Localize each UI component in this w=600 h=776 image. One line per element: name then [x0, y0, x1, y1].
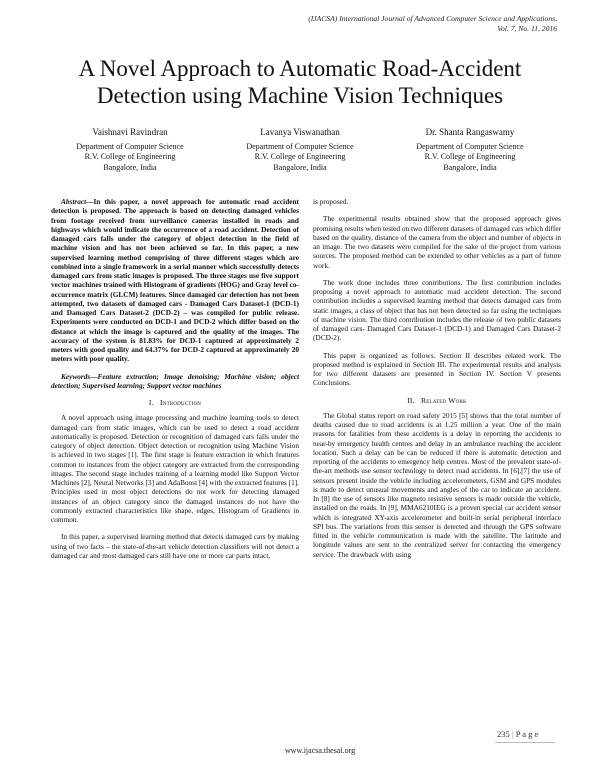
- author-college: R.V. College of Engineering: [424, 152, 516, 161]
- journal-header: [237, 14, 557, 34]
- footer-rule: [495, 742, 555, 743]
- left-column: [51, 197, 299, 568]
- page-label: P a g e: [515, 729, 539, 739]
- page-separator: |: [511, 729, 514, 739]
- author-name: Vaishnavi Ravindran: [92, 127, 168, 137]
- intro-paragraph-5: This paper is organized as follows. Section II describes related work. The proposed method is explained in Section III. The experimental results and analysis for two different datasets are presented in Section IV. Section V presents Conclusions.: [313, 350, 561, 388]
- related-work-paragraph: The Global status report on road safety 2015 [5] shows that the total number of deaths caused due to road accidents is at 1.25 million a year. One of the main reasons for fatalities from these accidents is a delay in reporting the accidents to near-by emergency health centres and delay in an ambulance reaching the accident location. Such a delay can be can be reduced if there is automatic detection and reporting of the accidents to emergency help centres. Most of the prevalent state-of-the-art methods use sensor technology to detect road accidents. In [6],[7] the use of sensors present inside the vehicle including accelerometers, GSM and GPS modules is made to detect unusual movements and angles of the car to indicate an accident. In [8] the use of sensors like magneto resistive sensors is made outside the vehicle, installed on the roads. In [9], MMA6210IEG is a proven special car accident sensor which is integrated XY-axis accelerometer and built-in serial peripheral interface SPI bus. The variations from this sensor is detected and through the GPS software fitted in the vehicle communication is made with the satellite. The latitude and longitude values are sent to the centralized server for contacting the emergency service. The drawback with using: [313, 410, 561, 559]
- abstract-label: Abstract: [61, 197, 87, 206]
- paper-title: [40, 55, 560, 109]
- keywords: Keywords—Feature extraction; Image denoising; Machine vision; object detection; Supervised learning; Support vector machines: [51, 371, 299, 390]
- author-name: Dr. Shanta Rangaswamy: [425, 127, 515, 137]
- author-name: Lavanya Viswanathan: [260, 127, 340, 137]
- author-college: R.V. College of Engineering: [254, 152, 346, 161]
- page-number-value: 235: [497, 729, 510, 739]
- title-line-2: Detection using Machine Vision Techniques: [96, 83, 504, 108]
- right-column: [313, 197, 561, 567]
- intro-paragraph-continued: is proposed.: [313, 197, 349, 206]
- author-city: Bangalore, India: [103, 162, 157, 172]
- abstract: [51, 197, 299, 364]
- author-dept: Department of Computer Science: [76, 141, 184, 151]
- author-block-1: [50, 127, 210, 173]
- author-block-2: [220, 127, 380, 173]
- section-heading-related-work: II. Related Work: [407, 395, 467, 405]
- intro-paragraph-2: In this paper, a supervised learning method that detects damaged cars by making using of two facts – the state-of-the-art vehicle detection classifiers will not detect a damaged car and most damaged cars still have one or more car parts intact,: [51, 532, 299, 560]
- author-block-3: [390, 127, 550, 173]
- intro-paragraph-3: The experimental results obtained show that the proposed approach gives promising results when tested on two different datasets of damaged cars which differ based on the quality, distance of the camera from the object and number of objects in an image. The two datasets were compiled for the sake of the project from various sources. The proposed method can be extended to other vehicles as a part of future work.: [313, 214, 561, 270]
- intro-paragraph-4: The work done includes three contributions. The first contribution includes proposing a novel approach to automatic road accident detection. The second contribution includes a supervised learning method that detects damaged cars from static images, a class of object that has not been detected so far using the techniques of machine vision. The third contribution includes the release of two public datasets of damaged cars- Damaged Cars Dataset-1 (DCD-1) and Damaged Cars Dataset-2 (DCD-2).: [313, 277, 561, 343]
- author-dept: Department of Computer Science: [246, 141, 354, 151]
- page-number: [497, 729, 538, 739]
- author-city: Bangalore, India: [273, 162, 327, 172]
- journal-volume: Vol. 7, No. 11, 2016: [497, 24, 557, 33]
- footer-url[interactable]: www.ijacsa.thesai.org: [284, 746, 356, 755]
- author-dept: Department of Computer Science: [416, 141, 524, 151]
- intro-paragraph-1: A novel approach using image processing and machine learning tools to detect damaged cars from static images, which can be used to detect a road accident automatically is proposed. Detection or recognition of damaged cars falls under the category of object detection. Object detection or recognition using Machine Vision is achieved in two stages [1]. The first stage is feature extraction in which features common to instances from the object category are extracted from the corresponding images. The second stage includes training of a learning model like Support Vector Machines [2], Neural Networks [3] and AdaBoost [4] with the extracted features [1]. Principles used in most object detections do not work for detecting damaged instances of an object category since the damaged instances do not have the commonly extracted characteristics like shape, edges, Histogram of Gradients in common.: [51, 413, 299, 524]
- journal-name: (IJACSA) International Journal of Advanced Computer Science and Applications,: [308, 14, 557, 23]
- abstract-text: —In this paper, a novel approach for automatic road accident detection is proposed. The approach is based on detecting damaged vehicles from footage received from surveillance cameras installed in roads and highways which would indicate the occurrence of a road accident. Detection of damaged cars falls under the category of object detection in the field of machine vision and has not been achieved so far. In this paper, a new supervised learning method comprising of three different stages which are combined into a single framework in a serial manner which successfully detects damaged cars from static images is proposed. The three stages use five support vector machines trained with Histogram of gradients (HOG) and Gray level co-occurrence matrix (GLCM) features. Since damaged car detection has not been attempted, two datasets of damaged cars - Damaged Cars Dataset-1 (DCD-1) and Damaged Cars Dataset-2 (DCD-2) – was compiled for public release. Experiments were conducted on DCD-1 and DCD-2 which differ based on the distance at which the image is captured and the quality of the images. The accuracy of the system is 81.83% for DCD-1 captured at approximately 2 meters with good quality and 64.37% for DCD-2 captured at approximately 20 meters with poor quality.: [51, 197, 299, 364]
- title-line-1: A Novel Approach to Automatic Road-Accident: [78, 56, 522, 81]
- author-college: R.V. College of Engineering: [84, 152, 176, 161]
- author-city: Bangalore, India: [443, 162, 497, 172]
- section-heading-introduction: I. Introduction: [148, 398, 202, 407]
